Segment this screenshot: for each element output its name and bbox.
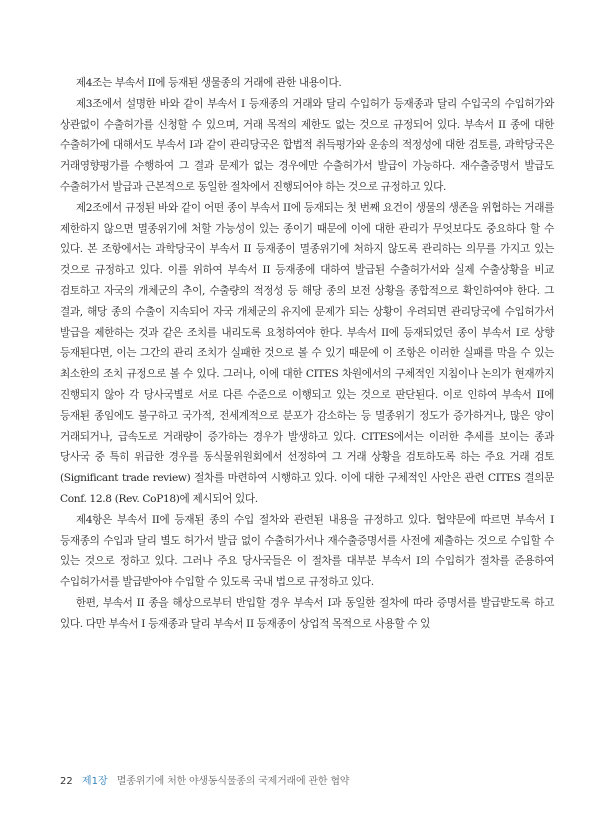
body-text (60, 73, 554, 635)
page-number: 22 (60, 776, 73, 787)
paragraph-4: 제4항은 부속서 II에 등재된 종의 수입 절차와 관련된 내용을 규정하고 있다. 협약문에 따르면 부속서 I 등재종의 수입과 달리 별도 허가서 발급 없이 수출허가서나 재수출증명서를 사전에 제출하는 것으로 수입할 수 있는 것으로 정하고 있다. 그러나 주요 당사국들은 이 절차를 대부분 부속서 I의 수입허가 절차를 준용하여 수입허가서를 발급받아야 수입할 수 있도록 국내 법으로 규정하고 있다. (60, 513, 554, 589)
paragraph-5: 한편, 부속서 II 종을 해상으로부터 반입할 경우 부속서 I과 동일한 절차에 따라 증명서를 발급받도록 하고 있다. 다만 부속서 I 등재종과 달리 부속서 II 등재종이 상업적 목적으로 사용할 수 있 (60, 596, 554, 630)
paragraph-2: 제3조에서 설명한 바와 같이 부속서 I 등재종의 거래와 달리 수입허가 등재종과 달리 수입국의 수입허가와 상관없이 수출허가를 신청할 수 있으며, 거래 목적의 제한도 없는 것으로 규정되어 있다. 부속서 II 종에 대한 수출허가에 대해서도 부속서 I과 같이 관리당국은 합법적 취득평가와 운송의 적정성에 대한 검토를, 과학당국은 거래영향평가를 수행하여 그 결과 문제가 없는 경우에만 수출허가서 발급이 가능하다. 재수출증명서 발급도 수출허가서 발급과 근본적으로 동일한 절차에서 진행되어야 하는 것으로 규정하고 있다. (60, 97, 554, 193)
paragraph-1: 제4조는 부속서 II에 등재된 생물종의 거래에 관한 내용이다. (75, 77, 342, 89)
chapter-label: 제1장 (81, 776, 108, 787)
running-title: 멸종위기에 처한 야생동식물종의 국제거래에 관한 협약 (116, 776, 350, 787)
page-footer (60, 774, 554, 790)
paragraph-3: 제2조에서 규정된 바와 같이 어떤 종이 부속서 II에 등재되는 첫 번째 요건이 생물의 생존을 위협하는 거래를 제한하지 않으면 멸종위기에 처할 가능성이 있는 종이기 때문에 이에 대한 관리가 무엇보다도 중요하다 할 수 있다. 본 조항에서는 과학당국이 부속서 II 등재종이 멸종위기에 처하지 않도록 관리하는 의무를 가지고 있는 것으로 규정하고 있다. 이를 위하여 부속서 II 등재종에 대하여 발급된 수출허가서와 실제 수출상황을 비교 검토하고 자국의 개체군의 추이, 수출량의 적정성 등 해당 종의 보전 상황을 종합적으로 확인하여야 한다. 그 결과, 해당 종의 수출이 지속되어 자국 개체군의 유지에 문제가 되는 상황이 우려되면 관리당국에 수입허가서 발급을 제한하는 것과 같은 조치를 내리도록 요청하여야 한다. 부속서 II에 등재되었던 종이 부속서 I로 상향 등재된다면, 이는 그간의 관리 조치가 실패한 것으로 볼 수 있기 때문에 이 조항은 이러한 실패를 막을 수 있는 최소한의 조치 규정으로 볼 수 있다. 그러나, 이에 대한 CITES 차원에서의 구체적인 지침이나 논의가 현재까지 진행되지 않아 각 당사국별로 서로 다른 수준으로 이행되고 있는 것으로 판단된다. 이로 인하여 부속서 II에 등재된 종임에도 불구하고 국가적, 전세계적으로 분포가 감소하는 등 멸종위기 정도가 증가하거나, 많은 양이 거래되거나, 급속도로 거래량이 증가하는 경우가 발생하고 있다. CITES에서는 이러한 추세를 보이는 종과 당사국 중 특히 위급한 경우를 동식물위원회에서 선정하여 그 거래 상황을 검토하도록 하는 주요 거래 검토(Significant trade review) 절차를 마련하여 시행하고 있다. 이에 대한 구체적인 사안은 관련 CITES 결의문 Conf. 12.8 (Rev. CoP18)에 제시되어 있다. (60, 201, 554, 505)
